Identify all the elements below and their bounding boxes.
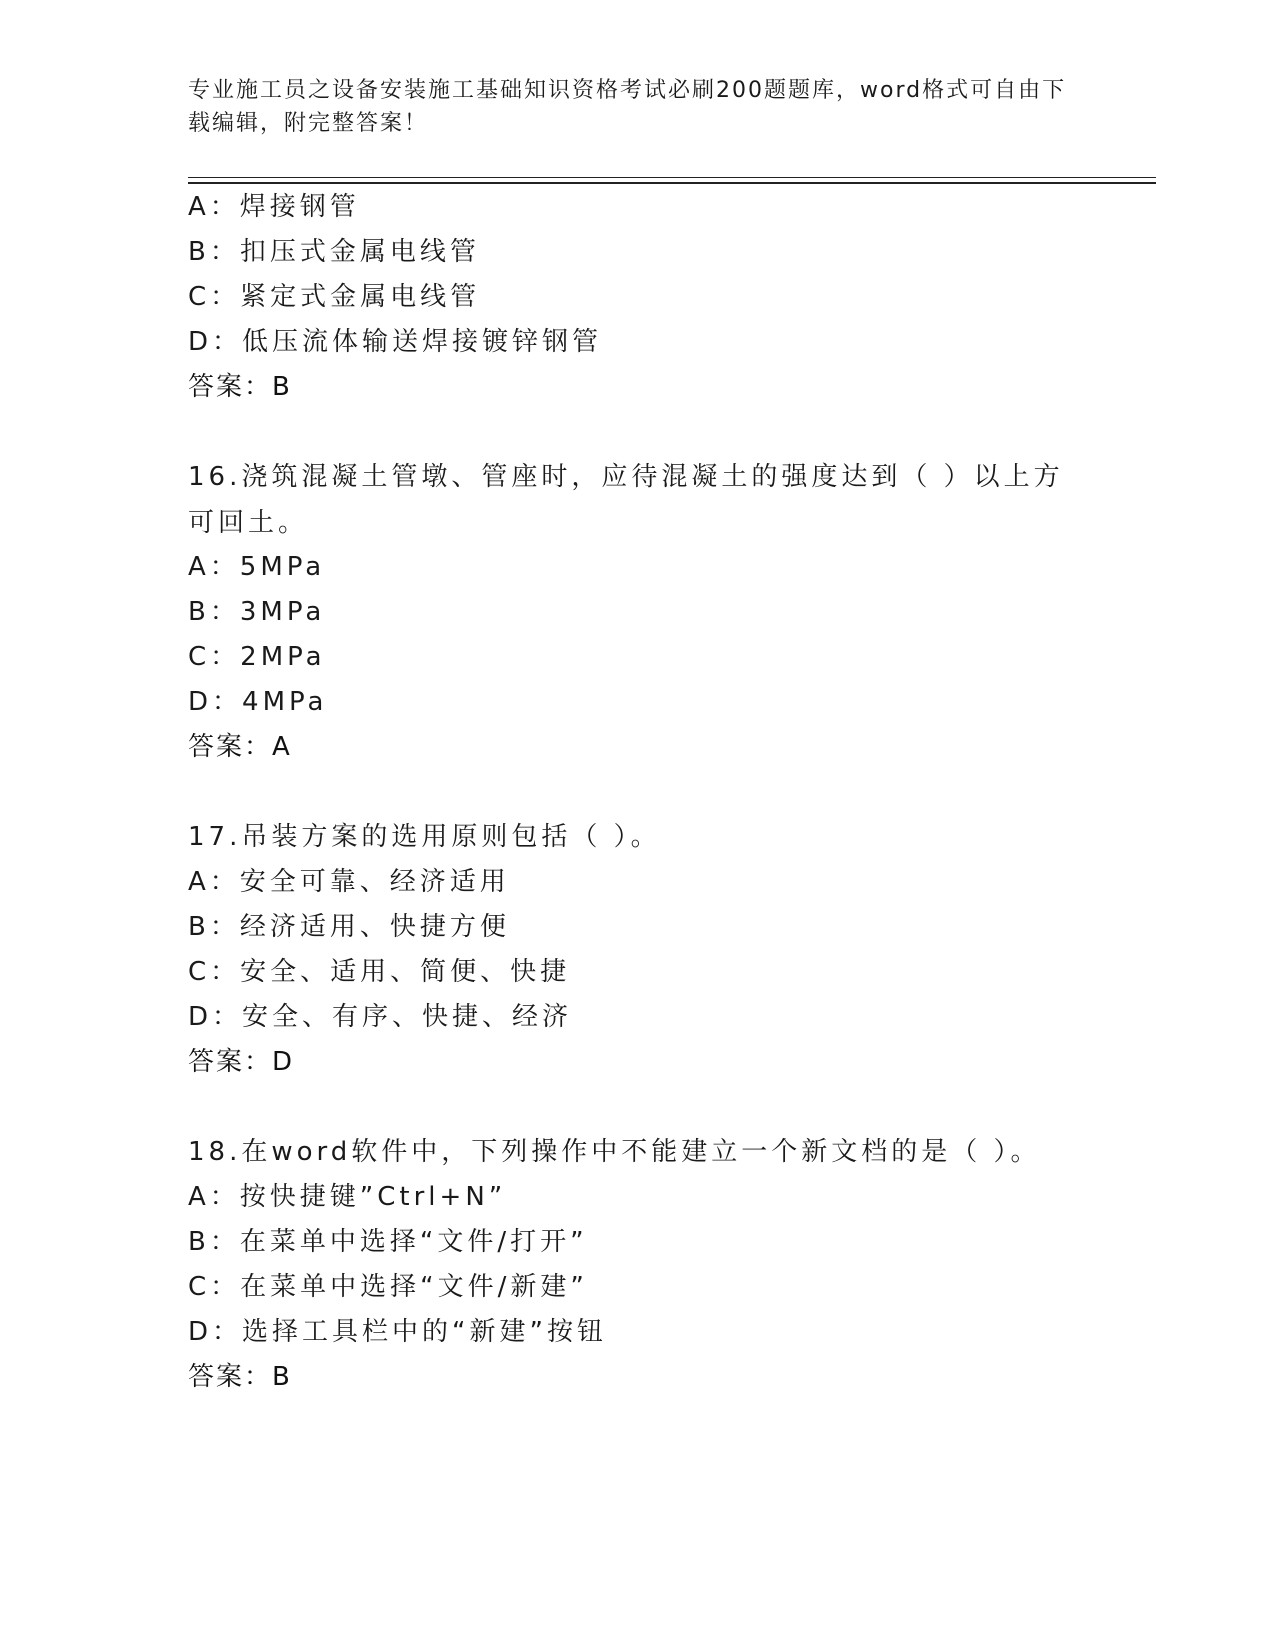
option-a (188, 552, 325, 582)
option-label: B： (188, 597, 240, 627)
answer-line: 答案：D (188, 1047, 295, 1077)
option-label: D： (188, 1002, 243, 1032)
page-header: 专业施工员之设备安装施工基础知识资格考试必刷200题题库，word格式可自由下载编辑，附完整答案！ (188, 78, 1067, 136)
option-label: A： (188, 552, 240, 582)
option-label: B： (188, 912, 240, 942)
answer-line: 答案：B (188, 372, 292, 402)
option-text: 经济适用、快捷方便 (239, 912, 510, 942)
option-label: C： (188, 957, 241, 987)
option-label: D： (188, 687, 243, 717)
option-text: 2MPa (240, 642, 326, 672)
option-label: D： (188, 327, 243, 357)
question-stem: 18.在word软件中，下列操作中不能建立一个新文档的是（ ）。 (188, 1137, 1041, 1167)
option-b (188, 597, 325, 627)
option-label: D： (188, 1317, 243, 1347)
question-stem: 17.吊装方案的选用原则包括（ ）。 (188, 822, 661, 852)
option-a (188, 192, 360, 222)
option-d (188, 327, 602, 357)
option-text: 在菜单中选择“文件/打开” (239, 1227, 588, 1257)
option-b (188, 1227, 588, 1257)
option-text: 紧定式金属电线管 (240, 282, 481, 312)
option-text: 安全可靠、经济适用 (239, 867, 510, 897)
option-a (188, 867, 510, 897)
option-label: A： (188, 192, 240, 222)
answer-line: 答案：B (188, 1362, 292, 1392)
option-text: 5MPa (239, 552, 326, 582)
header-rule-thin (188, 177, 1156, 178)
question-stem: 16.浇筑混凝土管墩、管座时，应待混凝土的强度达到（ ）以上方可回土。 (188, 462, 1064, 538)
option-c (188, 1272, 588, 1302)
option-d (188, 687, 327, 717)
option-c (188, 642, 326, 672)
option-text: 安全、有序、快捷、经济 (242, 1002, 573, 1032)
option-text: 安全、适用、简便、快捷 (240, 957, 571, 987)
option-text: 低压流体输送焊接镀锌钢管 (242, 327, 603, 357)
option-label: B： (188, 237, 240, 267)
option-c (188, 282, 480, 312)
option-label: A： (188, 867, 240, 897)
option-label: C： (188, 1272, 241, 1302)
answer-line: 答案：A (188, 732, 292, 762)
option-text: 扣压式金属电线管 (239, 237, 480, 267)
option-text: 4MPa (242, 687, 328, 717)
option-d (188, 1002, 572, 1032)
option-text: 在菜单中选择“文件/新建” (240, 1272, 588, 1302)
option-text: 按快捷键”Ctrl+N” (239, 1182, 507, 1212)
option-c (188, 957, 570, 987)
option-label: A： (188, 1182, 240, 1212)
option-label: B： (188, 1227, 240, 1257)
option-text: 选择工具栏中的“新建”按钮 (242, 1317, 607, 1347)
option-label: C： (188, 282, 241, 312)
option-text: 3MPa (239, 597, 326, 627)
option-text: 焊接钢管 (239, 192, 360, 222)
option-label: C： (188, 642, 241, 672)
option-b (188, 237, 480, 267)
header-rule-thick (188, 182, 1156, 184)
option-b (188, 912, 510, 942)
option-a (188, 1182, 506, 1212)
option-d (188, 1317, 607, 1347)
